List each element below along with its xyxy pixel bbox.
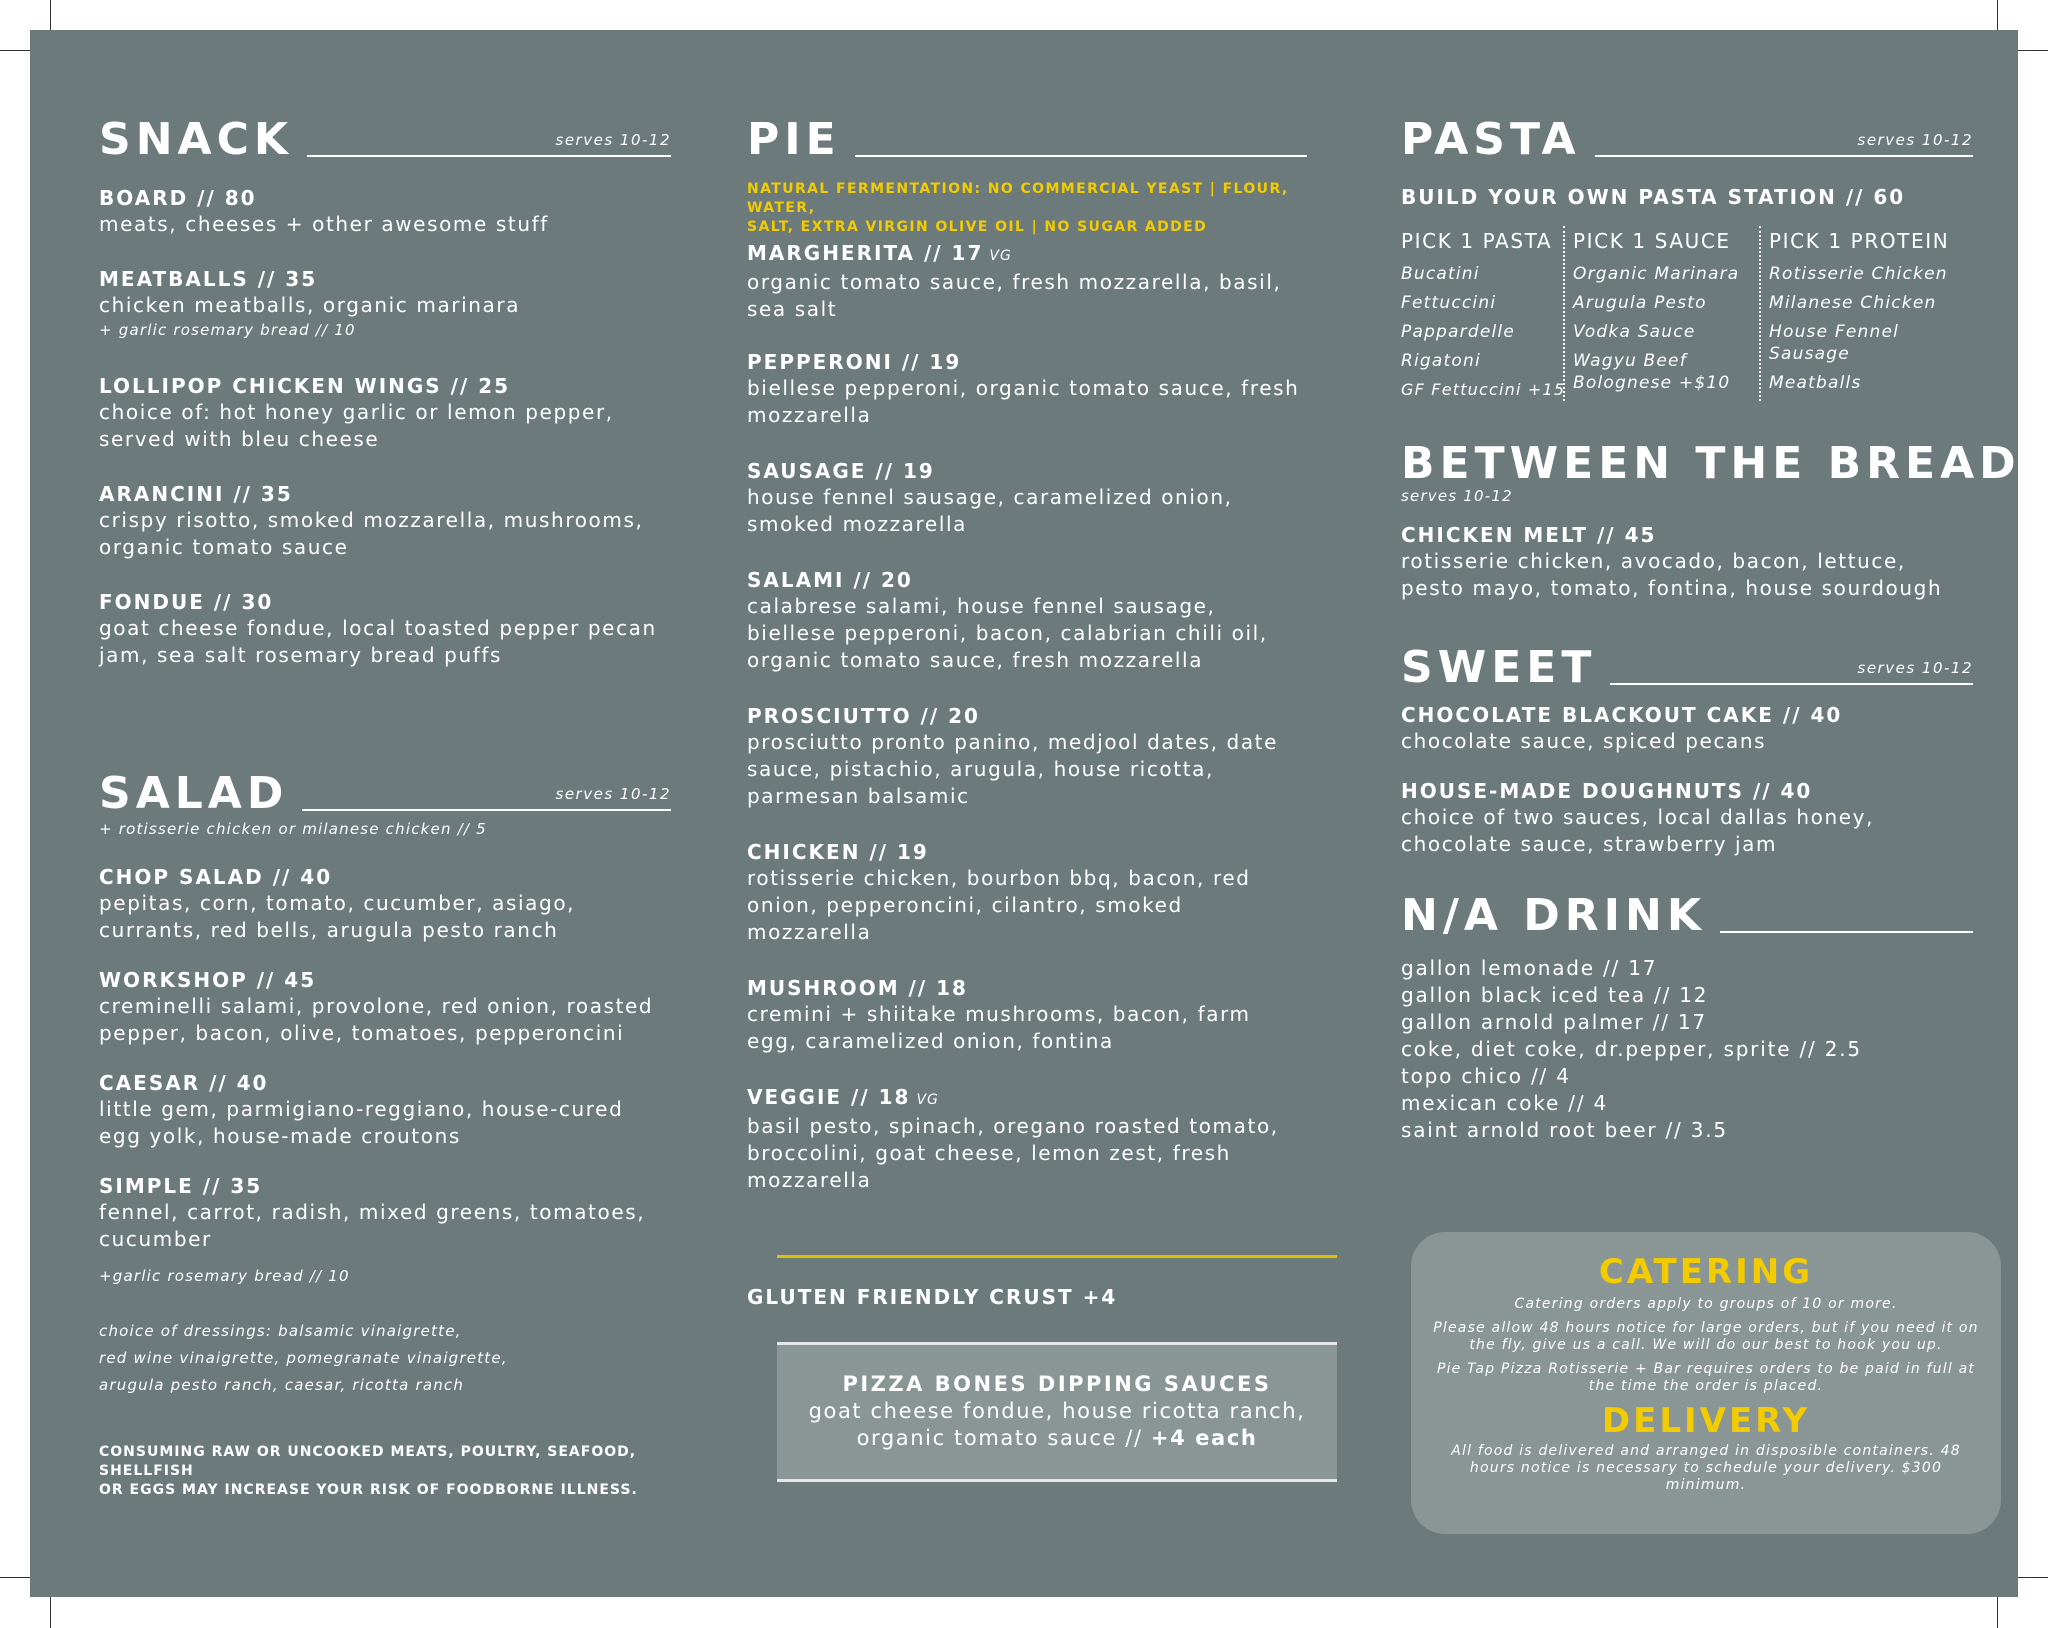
snack-rule xyxy=(307,131,671,157)
item-name: PROSCIUTTO // 20 xyxy=(747,704,980,728)
item-desc: pepitas, corn, tomato, cucumber, asiago, currants, red bells, arugula pesto ranch xyxy=(99,891,576,942)
sweet-header xyxy=(1401,642,1973,693)
catering-line: Catering orders apply to groups of 10 or more. xyxy=(1514,1296,1898,1312)
drink-item: saint arnold root beer // 3.5 xyxy=(1401,1118,1728,1142)
item-desc: fennel, carrot, radish, mixed greens, tomatoes, cucumber xyxy=(99,1200,646,1251)
pie-title: PIE xyxy=(747,114,841,165)
item-name: CHOCOLATE BLACKOUT CAKE // 40 xyxy=(1401,703,1843,727)
item-desc: basil pesto, spinach, oregano roasted tomato, broccolini, goat cheese, lemon zest, fresh mozzarella xyxy=(747,1114,1279,1192)
item-name: PEPPERONI // 19 xyxy=(747,350,962,374)
dressing-line: red wine vinaigrette, pomegranate vinaigrette, xyxy=(99,1349,508,1367)
item-name: SALAMI // 20 xyxy=(747,568,913,592)
item-desc: rotisserie chicken, bourbon bbq, bacon, red onion, pepperoncini, cilantro, smoked mozzarella xyxy=(747,866,1251,944)
item-name: LOLLIPOP CHICKEN WINGS // 25 xyxy=(99,374,511,398)
snack-serves: serves 10-12 xyxy=(555,131,671,149)
pasta-option: Organic Marinara xyxy=(1573,264,1740,284)
pasta-option: Bucatini xyxy=(1401,264,1480,284)
pie-header xyxy=(747,114,1307,165)
pasta-station: BUILD YOUR OWN PASTA STATION // 60 xyxy=(1401,185,1906,209)
pie-item-chicken xyxy=(747,839,1307,946)
pasta-title: PASTA xyxy=(1401,114,1581,165)
item-desc: meats, cheeses + other awesome stuff xyxy=(99,212,549,236)
crop-mark xyxy=(1997,1597,1998,1628)
salad-item-chop xyxy=(99,864,659,944)
delivery-title: DELIVERY xyxy=(1601,1401,1811,1441)
item-desc: little gem, parmigiano-reggiano, house-cured egg yolk, house-made croutons xyxy=(99,1097,624,1148)
pasta-header xyxy=(1401,114,1973,165)
item-desc: chocolate sauce, spiced pecans xyxy=(1401,729,1767,753)
pasta-builder xyxy=(1393,226,1967,401)
pasta-option: Rotisserie Chicken xyxy=(1769,264,1948,284)
catering-title: CATERING xyxy=(1598,1252,1814,1292)
bread-item-chicken-melt xyxy=(1401,522,1961,602)
snack-item-arancini xyxy=(99,481,659,561)
item-name: BOARD // 80 xyxy=(99,186,257,210)
snack-item-fondue xyxy=(99,589,659,669)
dipping-title: PIZZA BONES DIPPING SAUCES xyxy=(842,1372,1272,1396)
drink-item: gallon lemonade // 17 xyxy=(1401,956,1658,980)
item-desc: organic tomato sauce, fresh mozzarella, basil, sea salt xyxy=(747,270,1282,321)
item-desc: prosciutto pronto panino, medjool dates, date sauce, pistachio, arugula, house ricotta, parmesan balsamic xyxy=(747,730,1279,808)
item-desc: house fennel sausage, caramelized onion, smoked mozzarella xyxy=(747,485,1233,536)
pasta-option: Meatballs xyxy=(1769,373,1862,393)
crop-mark xyxy=(50,1597,51,1628)
dipping-price: +4 each xyxy=(1150,1426,1258,1450)
salad-header xyxy=(99,768,671,819)
crop-mark xyxy=(1997,0,1998,30)
drink-rule xyxy=(1720,931,1973,933)
gluten-friendly-crust: GLUTEN FRIENDLY CRUST +4 xyxy=(747,1285,1118,1309)
item-desc: goat cheese fondue, local toasted pepper pecan jam, sea salt rosemary bread puffs xyxy=(99,616,657,667)
salad-dressings xyxy=(99,1318,659,1399)
drink-header xyxy=(1401,890,1973,941)
pie-item-margherita xyxy=(747,240,1307,323)
item-desc: rotisserie chicken, avocado, bacon, lettuce, pesto mayo, tomato, fontina, house sourdough xyxy=(1401,549,1943,600)
pie-divider xyxy=(777,1255,1337,1258)
item-name: MEATBALLS // 35 xyxy=(99,267,318,291)
snack-item-board xyxy=(99,185,659,238)
pasta-choice-column xyxy=(1761,226,1967,401)
item-name: HOUSE-MADE DOUGHNUTS // 40 xyxy=(1401,779,1813,803)
snack-item-meatballs xyxy=(99,266,659,341)
fermentation-line: NATURAL FERMENTATION: NO COMMERCIAL YEAST | FLOUR, WATER, xyxy=(747,181,1289,216)
pasta-option: GF Fettuccini +15 xyxy=(1401,380,1566,399)
sweet-item-doughnuts xyxy=(1401,778,1961,858)
crop-mark xyxy=(0,1577,30,1578)
item-desc: choice of two sauces, local dallas honey, chocolate sauce, strawberry jam xyxy=(1401,805,1875,856)
crop-mark xyxy=(2018,50,2048,51)
salad-bread-note: +garlic rosemary bread // 10 xyxy=(99,1267,350,1285)
drink-item: gallon arnold palmer // 17 xyxy=(1401,1010,1707,1034)
pie-item-salami xyxy=(747,567,1307,674)
pie-rule xyxy=(855,155,1307,157)
item-name: SIMPLE // 35 xyxy=(99,1174,263,1198)
item-name: CHICKEN // 19 xyxy=(747,840,929,864)
salad-item-caesar xyxy=(99,1070,659,1150)
catering-line: Please allow 48 hours notice for large orders, but if you need it on the fly, give us a call. We will do our best to hook you up. xyxy=(1433,1320,1979,1353)
foodborne-warning xyxy=(99,1443,679,1500)
pasta-option: Wagyu Beef Bolognese +$10 xyxy=(1573,351,1731,393)
crop-mark xyxy=(0,50,30,51)
vegetarian-tag: VG xyxy=(916,1092,939,1108)
salad-item-simple xyxy=(99,1173,659,1253)
bread-header xyxy=(1401,438,2021,489)
sweet-title: SWEET xyxy=(1401,642,1597,693)
drink-item: topo chico // 4 xyxy=(1401,1064,1571,1088)
item-name: ARANCINI // 35 xyxy=(99,482,293,506)
catering-line: Pie Tap Pizza Rotisserie + Bar requires orders to be paid in full at the time the order is placed. xyxy=(1436,1361,1976,1394)
bread-serves: serves 10-12 xyxy=(1401,487,1513,505)
sweet-item-cake xyxy=(1401,702,1961,755)
pasta-serves: serves 10-12 xyxy=(1857,131,1973,149)
menu-panel xyxy=(30,30,2021,1597)
dipping-sauces-box xyxy=(777,1342,1337,1482)
drink-item: mexican coke // 4 xyxy=(1401,1091,1609,1115)
pasta-option: Milanese Chicken xyxy=(1769,293,1937,313)
item-name: CHICKEN MELT // 45 xyxy=(1401,523,1657,547)
catering-box xyxy=(1411,1232,2001,1534)
item-name: CAESAR // 40 xyxy=(99,1071,269,1095)
item-desc: calabrese salami, house fennel sausage, biellese pepperoni, bacon, calabrian chili oil, organic tomato sauce, fresh mozzarella xyxy=(747,594,1268,672)
pie-item-prosciutto xyxy=(747,703,1307,810)
item-desc: crispy risotto, smoked mozzarella, mushrooms, organic tomato sauce xyxy=(99,508,644,559)
salad-title: SALAD xyxy=(99,768,289,819)
salad-rule xyxy=(302,785,671,811)
pie-item-mushroom xyxy=(747,975,1307,1055)
dipping-line: organic tomato sauce // +4 each xyxy=(856,1426,1258,1450)
pasta-option: Pappardelle xyxy=(1401,322,1516,342)
snack-title: SNACK xyxy=(99,114,293,165)
item-desc: biellese pepperoni, organic tomato sauce, fresh mozzarella xyxy=(747,376,1300,427)
item-name: FONDUE // 30 xyxy=(99,590,274,614)
item-name: MARGHERITA // 17 VG xyxy=(747,241,1012,265)
sweet-rule xyxy=(1610,659,1973,685)
salad-addon: + rotisserie chicken or milanese chicken // 5 xyxy=(99,820,487,838)
pie-item-sausage xyxy=(747,458,1307,538)
item-note: + garlic rosemary bread // 10 xyxy=(99,321,356,339)
item-name: MUSHROOM // 18 xyxy=(747,976,968,1000)
item-name: WORKSHOP // 45 xyxy=(99,968,317,992)
drink-item: gallon black iced tea // 12 xyxy=(1401,983,1709,1007)
dressing-line: choice of dressings: balsamic vinaigrette, xyxy=(99,1322,462,1340)
bread-title: BETWEEN THE BREAD xyxy=(1401,438,2021,489)
salad-item-workshop xyxy=(99,967,659,1047)
item-desc: creminelli salami, provolone, red onion, roasted pepper, bacon, olive, tomatoes, pepperoncini xyxy=(99,994,654,1045)
drink-list xyxy=(1401,955,1961,1144)
item-desc: chicken meatballs, organic marinara xyxy=(99,293,521,317)
warning-line: OR EGGS MAY INCREASE YOUR RISK OF FOODBORNE ILLNESS. xyxy=(99,1482,638,1498)
pasta-rule xyxy=(1595,131,1973,157)
item-name: SAUSAGE // 19 xyxy=(747,459,935,483)
pasta-choice-head: PICK 1 PASTA xyxy=(1401,229,1553,253)
pasta-choice-head: PICK 1 SAUCE xyxy=(1573,229,1731,253)
pasta-option: Vodka Sauce xyxy=(1573,322,1696,342)
dipping-line: goat cheese fondue, house ricotta ranch, xyxy=(808,1399,1306,1423)
pasta-choice-column xyxy=(1565,226,1761,401)
item-name: VEGGIE // 18 VG xyxy=(747,1085,939,1109)
item-desc: cremini + shiitake mushrooms, bacon, farm egg, caramelized onion, fontina xyxy=(747,1002,1251,1053)
delivery-text: All food is delivered and arranged in disposible containers. 48 hours notice is necessary to schedule your delivery. $300 minimum. xyxy=(1451,1443,1961,1493)
item-name: CHOP SALAD // 40 xyxy=(99,865,333,889)
snack-header xyxy=(99,114,671,165)
crop-mark xyxy=(2018,1577,2048,1578)
dressing-line: arugula pesto ranch, caesar, ricotta ranch xyxy=(99,1376,465,1394)
drink-item: coke, diet coke, dr.pepper, sprite // 2.5 xyxy=(1401,1037,1862,1061)
sweet-serves: serves 10-12 xyxy=(1857,659,1973,677)
drink-title: N/A DRINK xyxy=(1401,890,1706,941)
crop-mark xyxy=(50,0,51,30)
pie-item-pepperoni xyxy=(747,349,1307,429)
pasta-option: Fettuccini xyxy=(1401,293,1497,313)
pasta-choice-column xyxy=(1393,226,1565,401)
salad-serves: serves 10-12 xyxy=(555,785,671,803)
pie-item-veggie xyxy=(747,1084,1307,1194)
pasta-choice-head: PICK 1 PROTEIN xyxy=(1769,229,1950,253)
pasta-option: Arugula Pesto xyxy=(1573,293,1707,313)
snack-item-wings xyxy=(99,373,659,453)
pie-fermentation-note xyxy=(747,180,1327,237)
vegetarian-tag: VG xyxy=(989,248,1012,264)
pasta-option: House Fennel Sausage xyxy=(1769,322,1900,364)
pasta-option: Rigatoni xyxy=(1401,351,1481,371)
warning-line: CONSUMING RAW OR UNCOOKED MEATS, POULTRY, SEAFOOD, SHELLFISH xyxy=(99,1444,637,1479)
item-desc: choice of: hot honey garlic or lemon pepper, served with bleu cheese xyxy=(99,400,614,451)
fermentation-line: SALT, EXTRA VIRGIN OLIVE OIL | NO SUGAR ADDED xyxy=(747,219,1208,235)
